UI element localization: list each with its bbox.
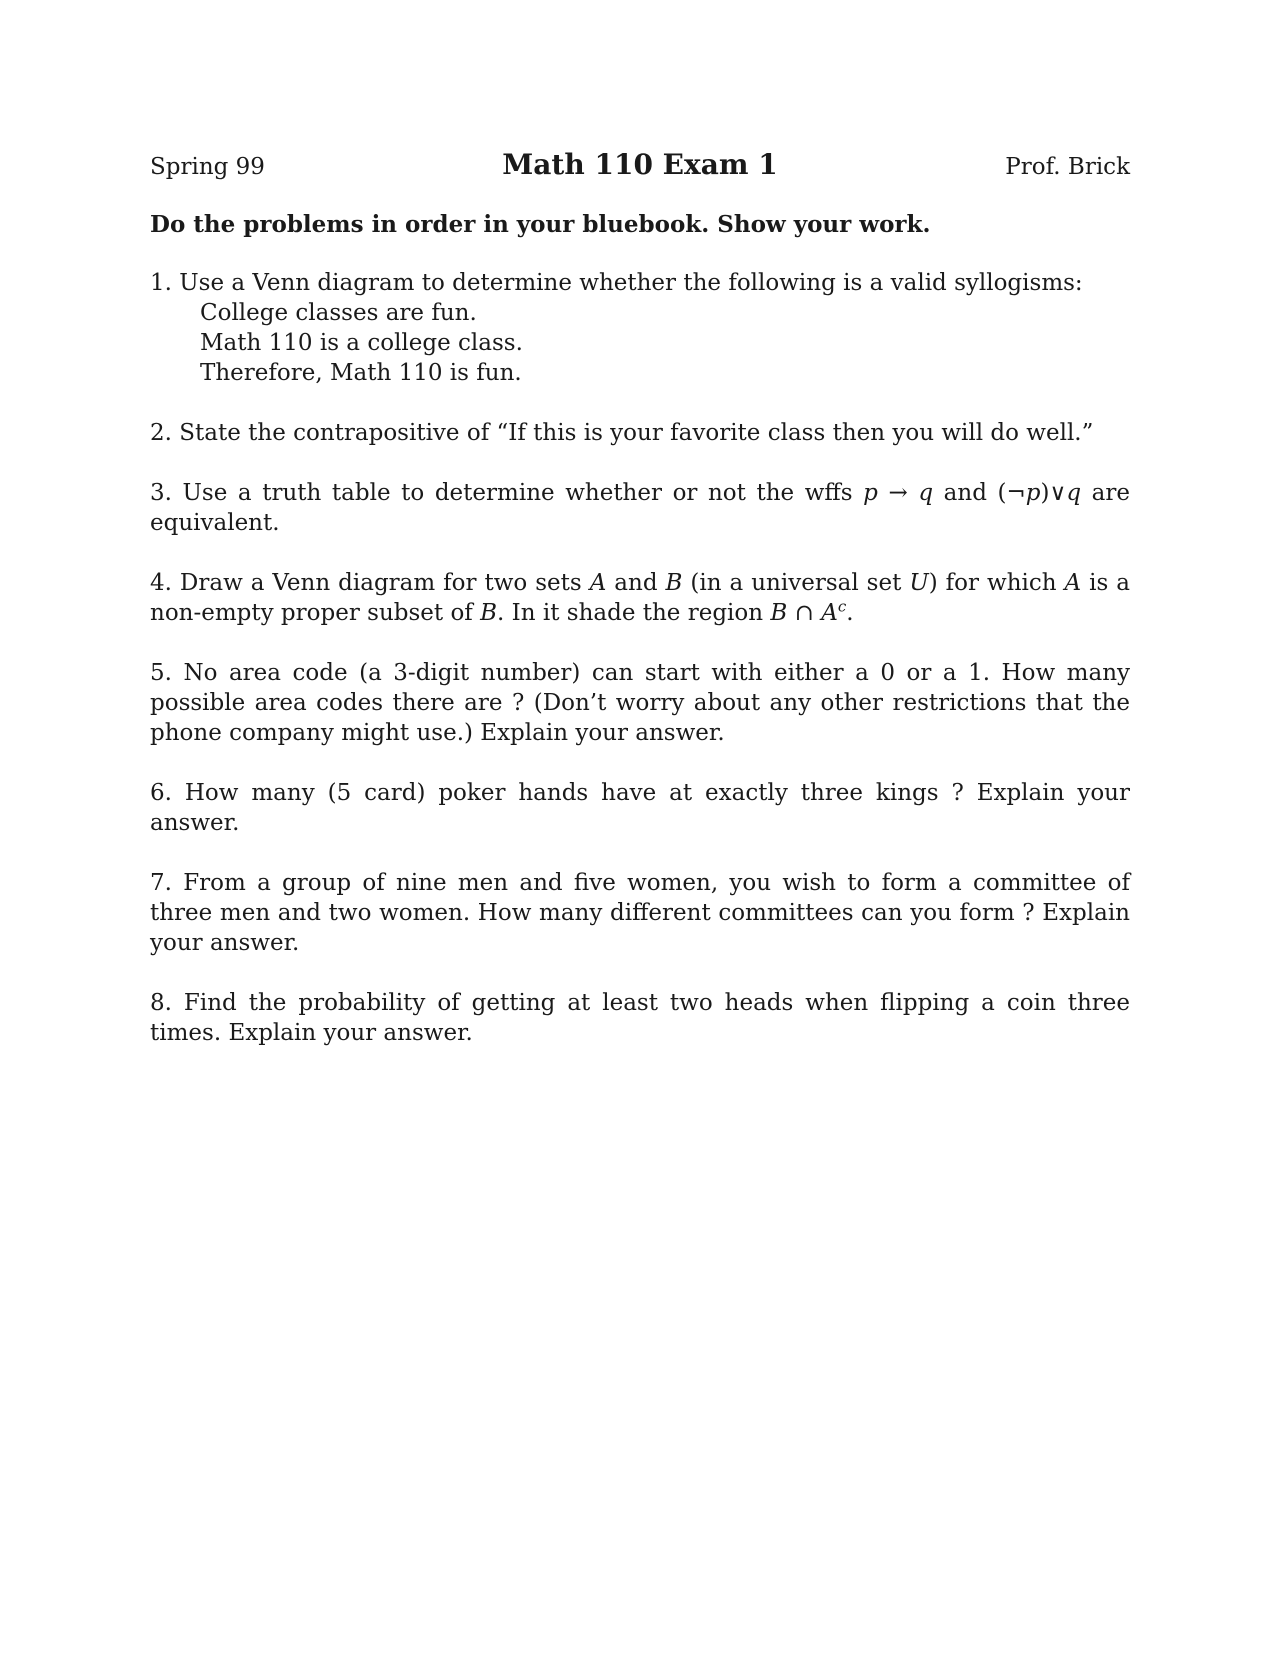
syllogism-line-2: Math 110 is a college class.: [200, 330, 523, 356]
problem-1: [150, 268, 1130, 388]
problem-4-text-a: 4. Draw a Venn diagram for two sets: [150, 570, 590, 596]
complement-superscript: c: [837, 597, 847, 616]
math-set-b: B: [770, 600, 788, 626]
math-set-u: U: [909, 570, 929, 596]
problem-4-text-g: .: [846, 600, 854, 626]
problem-4-text-d: ) for which: [928, 570, 1065, 596]
implies-symbol: →: [877, 480, 919, 506]
instructor-label: Prof. Brick: [1005, 154, 1130, 180]
math-set-a: A: [589, 570, 607, 596]
problem-8: 8. Find the probability of getting at least two heads when flipping a coin three times. Explain your answer.: [150, 990, 1130, 1046]
problem-4-text-e: is a non-empty proper subset of: [150, 570, 1131, 626]
syllogism-line-1: College classes are fun.: [200, 300, 477, 326]
problem-4-text-b: and: [606, 570, 666, 596]
math-var-q: q: [918, 480, 934, 506]
problem-4-text-f: . In it shade the region: [497, 600, 771, 626]
problem-5: 5. No area code (a 3-digit number) can start with either a 0 or a 1. How many possible area codes there are ? (Don’t worry about any other restrictions that the phone company might use.) Explain your answer.: [150, 660, 1130, 746]
exam-page: [150, 148, 1130, 1048]
problem-3-text-a: 3. Use a truth table to determine whether or not the wffs: [150, 480, 864, 506]
problem-3-text-d: are equivalent.: [150, 480, 1130, 536]
syllogism-block: [150, 298, 1130, 388]
problem-7: 7. From a group of nine men and five women, you wish to form a committee of three men and two women. How many different committees can you form ? Explain your answer.: [150, 870, 1130, 956]
math-set-b: B: [480, 600, 498, 626]
problem-2: 2. State the contrapositive of “If this is your favorite class then you will do well.”: [150, 420, 1094, 446]
math-var-p: p: [863, 480, 878, 506]
problem-4-text-c: (in a universal set: [682, 570, 910, 596]
exam-header: [150, 148, 1130, 192]
exam-title: Math 110 Exam 1: [502, 148, 778, 181]
problem-6: 6. How many (5 card) poker hands have at exactly three kings ? Explain your answer.: [150, 780, 1130, 836]
math-var-p: p: [1025, 480, 1041, 506]
problem-3: [150, 478, 1130, 538]
problem-4: [150, 568, 1130, 628]
problem-1-text: 1. Use a Venn diagram to determine whether the following is a valid syllogisms:: [150, 270, 1083, 296]
term-label: Spring 99: [150, 154, 265, 180]
math-set-a: A: [821, 600, 838, 626]
syllogism-line-3: Therefore, Math 110 is fun.: [200, 360, 522, 386]
math-set-a: A: [1064, 570, 1082, 596]
math-set-b: B: [665, 570, 683, 596]
exam-instructions: Do the problems in order in your bluebook. Show your work.: [150, 211, 931, 238]
problem-3-text-b: and (¬: [933, 480, 1026, 506]
intersection-symbol: ∩: [787, 600, 822, 626]
problem-3-text-c: )∨: [1040, 480, 1067, 506]
math-var-q: q: [1066, 480, 1082, 506]
